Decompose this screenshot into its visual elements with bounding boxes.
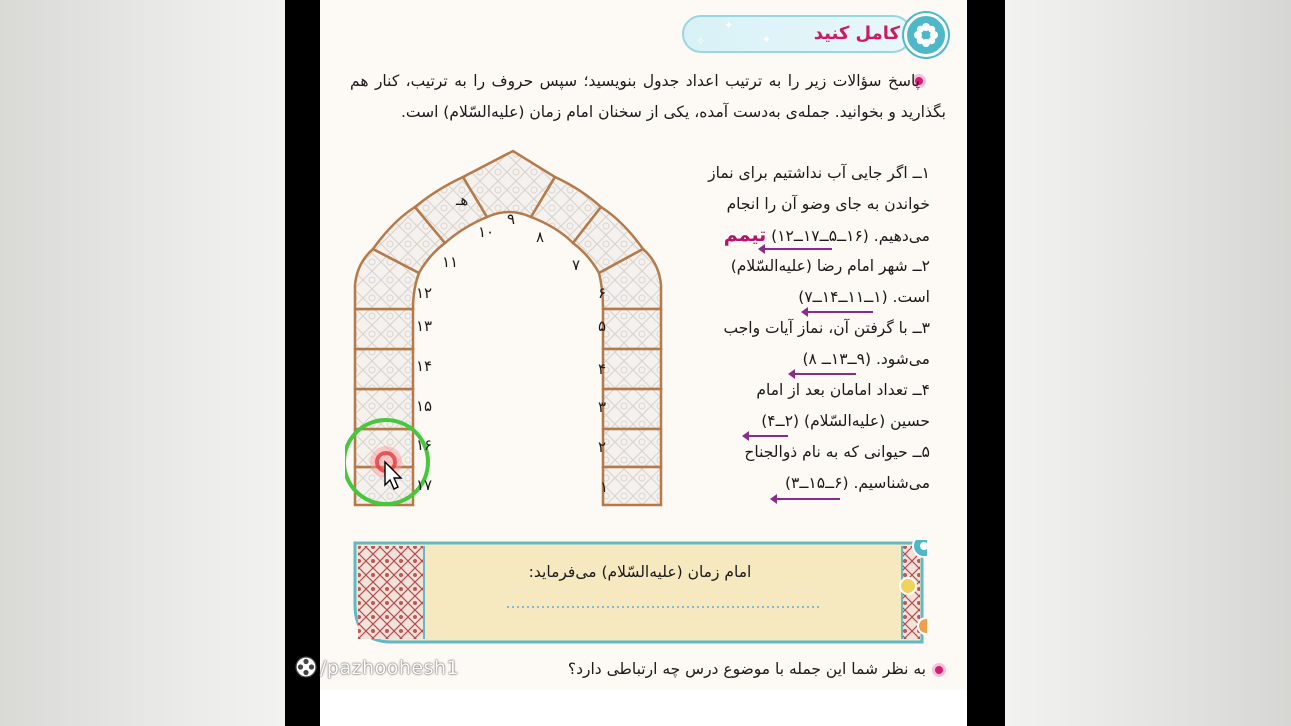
worksheet-page — [320, 0, 967, 726]
arch-letter: هـ — [456, 191, 469, 209]
left-letterbox — [285, 0, 320, 726]
arch-number: ۲ — [598, 438, 607, 456]
question-line: است. (۱ــ۱۱ــ۱۴ــ۷) — [798, 288, 930, 306]
arch-number: ۱۲ — [416, 284, 433, 302]
question-line: می‌شود. (۹ــ۱۳ــ ۸) — [802, 350, 930, 368]
question-line: می‌شناسیم. (۶ــ۱۵ــ۳) — [784, 474, 930, 492]
right-background — [1005, 0, 1291, 726]
arch-block — [603, 429, 661, 467]
right-letterbox — [967, 0, 1005, 726]
question-line-text: می‌دهیم. (۱۶ــ۵ــ۱۷ــ۱۲) — [771, 227, 930, 245]
handwritten-answer: تیمم — [723, 224, 767, 246]
quote-frame — [352, 540, 927, 645]
final-question-text: به نظر شما این جمله با موضوع درس چه ارتباطی دارد؟ — [567, 660, 926, 678]
film-reel-icon — [295, 656, 317, 678]
watermark-text: /pazhoohesh1 — [320, 657, 460, 679]
arch-number: ۱۶ — [416, 436, 433, 454]
question-line: ۲ــ شهر امام رضا (علیه‌السّلام) — [730, 257, 930, 275]
arch-number: ۱۰ — [478, 223, 495, 241]
arch-block — [603, 467, 661, 505]
question-line: حسین (علیه‌السّلام) (۲ــ۴) — [761, 412, 930, 430]
answer-underline-arrow — [790, 373, 856, 375]
page-bottom-strip — [320, 690, 967, 726]
arch-number: ۵ — [598, 317, 607, 335]
answer-underline-arrow — [760, 248, 832, 250]
arch-number: ۱۳ — [416, 317, 433, 335]
arch-number: ۱ — [600, 478, 609, 496]
arch-number: ۸ — [536, 228, 545, 246]
sparkle-icon: ✦ — [724, 19, 734, 32]
question-line: خواندن به جای وضو آن را انجام — [726, 195, 930, 213]
intro-paragraph: پاسخ سؤالات زیر را به ترتیب اعداد جدول بنویسید؛ سپس حروف را به ترتیب، کنار هم بگذارید و بخوانید. جمله‌ی به‌دست آمده، یکی از سخنان امام زمان (علیه‌السّلام) است. — [350, 72, 946, 121]
question-list — [682, 158, 930, 499]
final-question — [470, 660, 946, 678]
watermark — [295, 656, 459, 679]
bullet-icon — [932, 663, 946, 677]
question-line: ۱ــ اگر جایی آب نداشتیم برای نماز — [708, 164, 930, 182]
arch-number: ۹ — [507, 210, 516, 228]
answer-underline-arrow — [744, 435, 788, 437]
arch-number: ۴ — [598, 360, 607, 378]
arch-number: ۶ — [598, 284, 607, 302]
answer-underline-arrow — [772, 498, 840, 500]
question-line: ۳ــ با گرفتن آن، نماز آیات واجب — [723, 319, 930, 337]
left-background — [0, 0, 285, 726]
intro-text — [350, 66, 946, 128]
question-line: ۵ــ حیوانی که به نام ذوالجناح — [744, 443, 930, 461]
arch-block — [603, 349, 661, 389]
arch-block — [603, 389, 661, 429]
sparkle-icon: ✧ — [696, 35, 706, 48]
arch-number: ۱۵ — [416, 397, 433, 415]
arch-number: ۷ — [572, 256, 581, 274]
arch-block — [355, 349, 413, 389]
arch-block — [603, 309, 661, 349]
arch-number: ۱۱ — [442, 253, 459, 271]
answer-underline-arrow — [803, 311, 873, 313]
flower-badge-icon — [904, 13, 948, 57]
arch-diagram — [345, 145, 685, 525]
question-line — [682, 220, 930, 251]
question-line: ۴ــ تعداد امامان بعد از امام — [756, 381, 930, 399]
arch-number: ۳ — [598, 398, 607, 416]
arch-number: ۱۴ — [416, 357, 433, 375]
quote-title: امام زمان (علیه‌السّلام) می‌فرماید: — [528, 563, 752, 581]
sparkle-icon: ✦ — [762, 33, 772, 46]
arch-number: ۱۷ — [416, 476, 433, 494]
section-title: کامل کنید — [813, 23, 900, 44]
arch-block — [355, 309, 413, 349]
